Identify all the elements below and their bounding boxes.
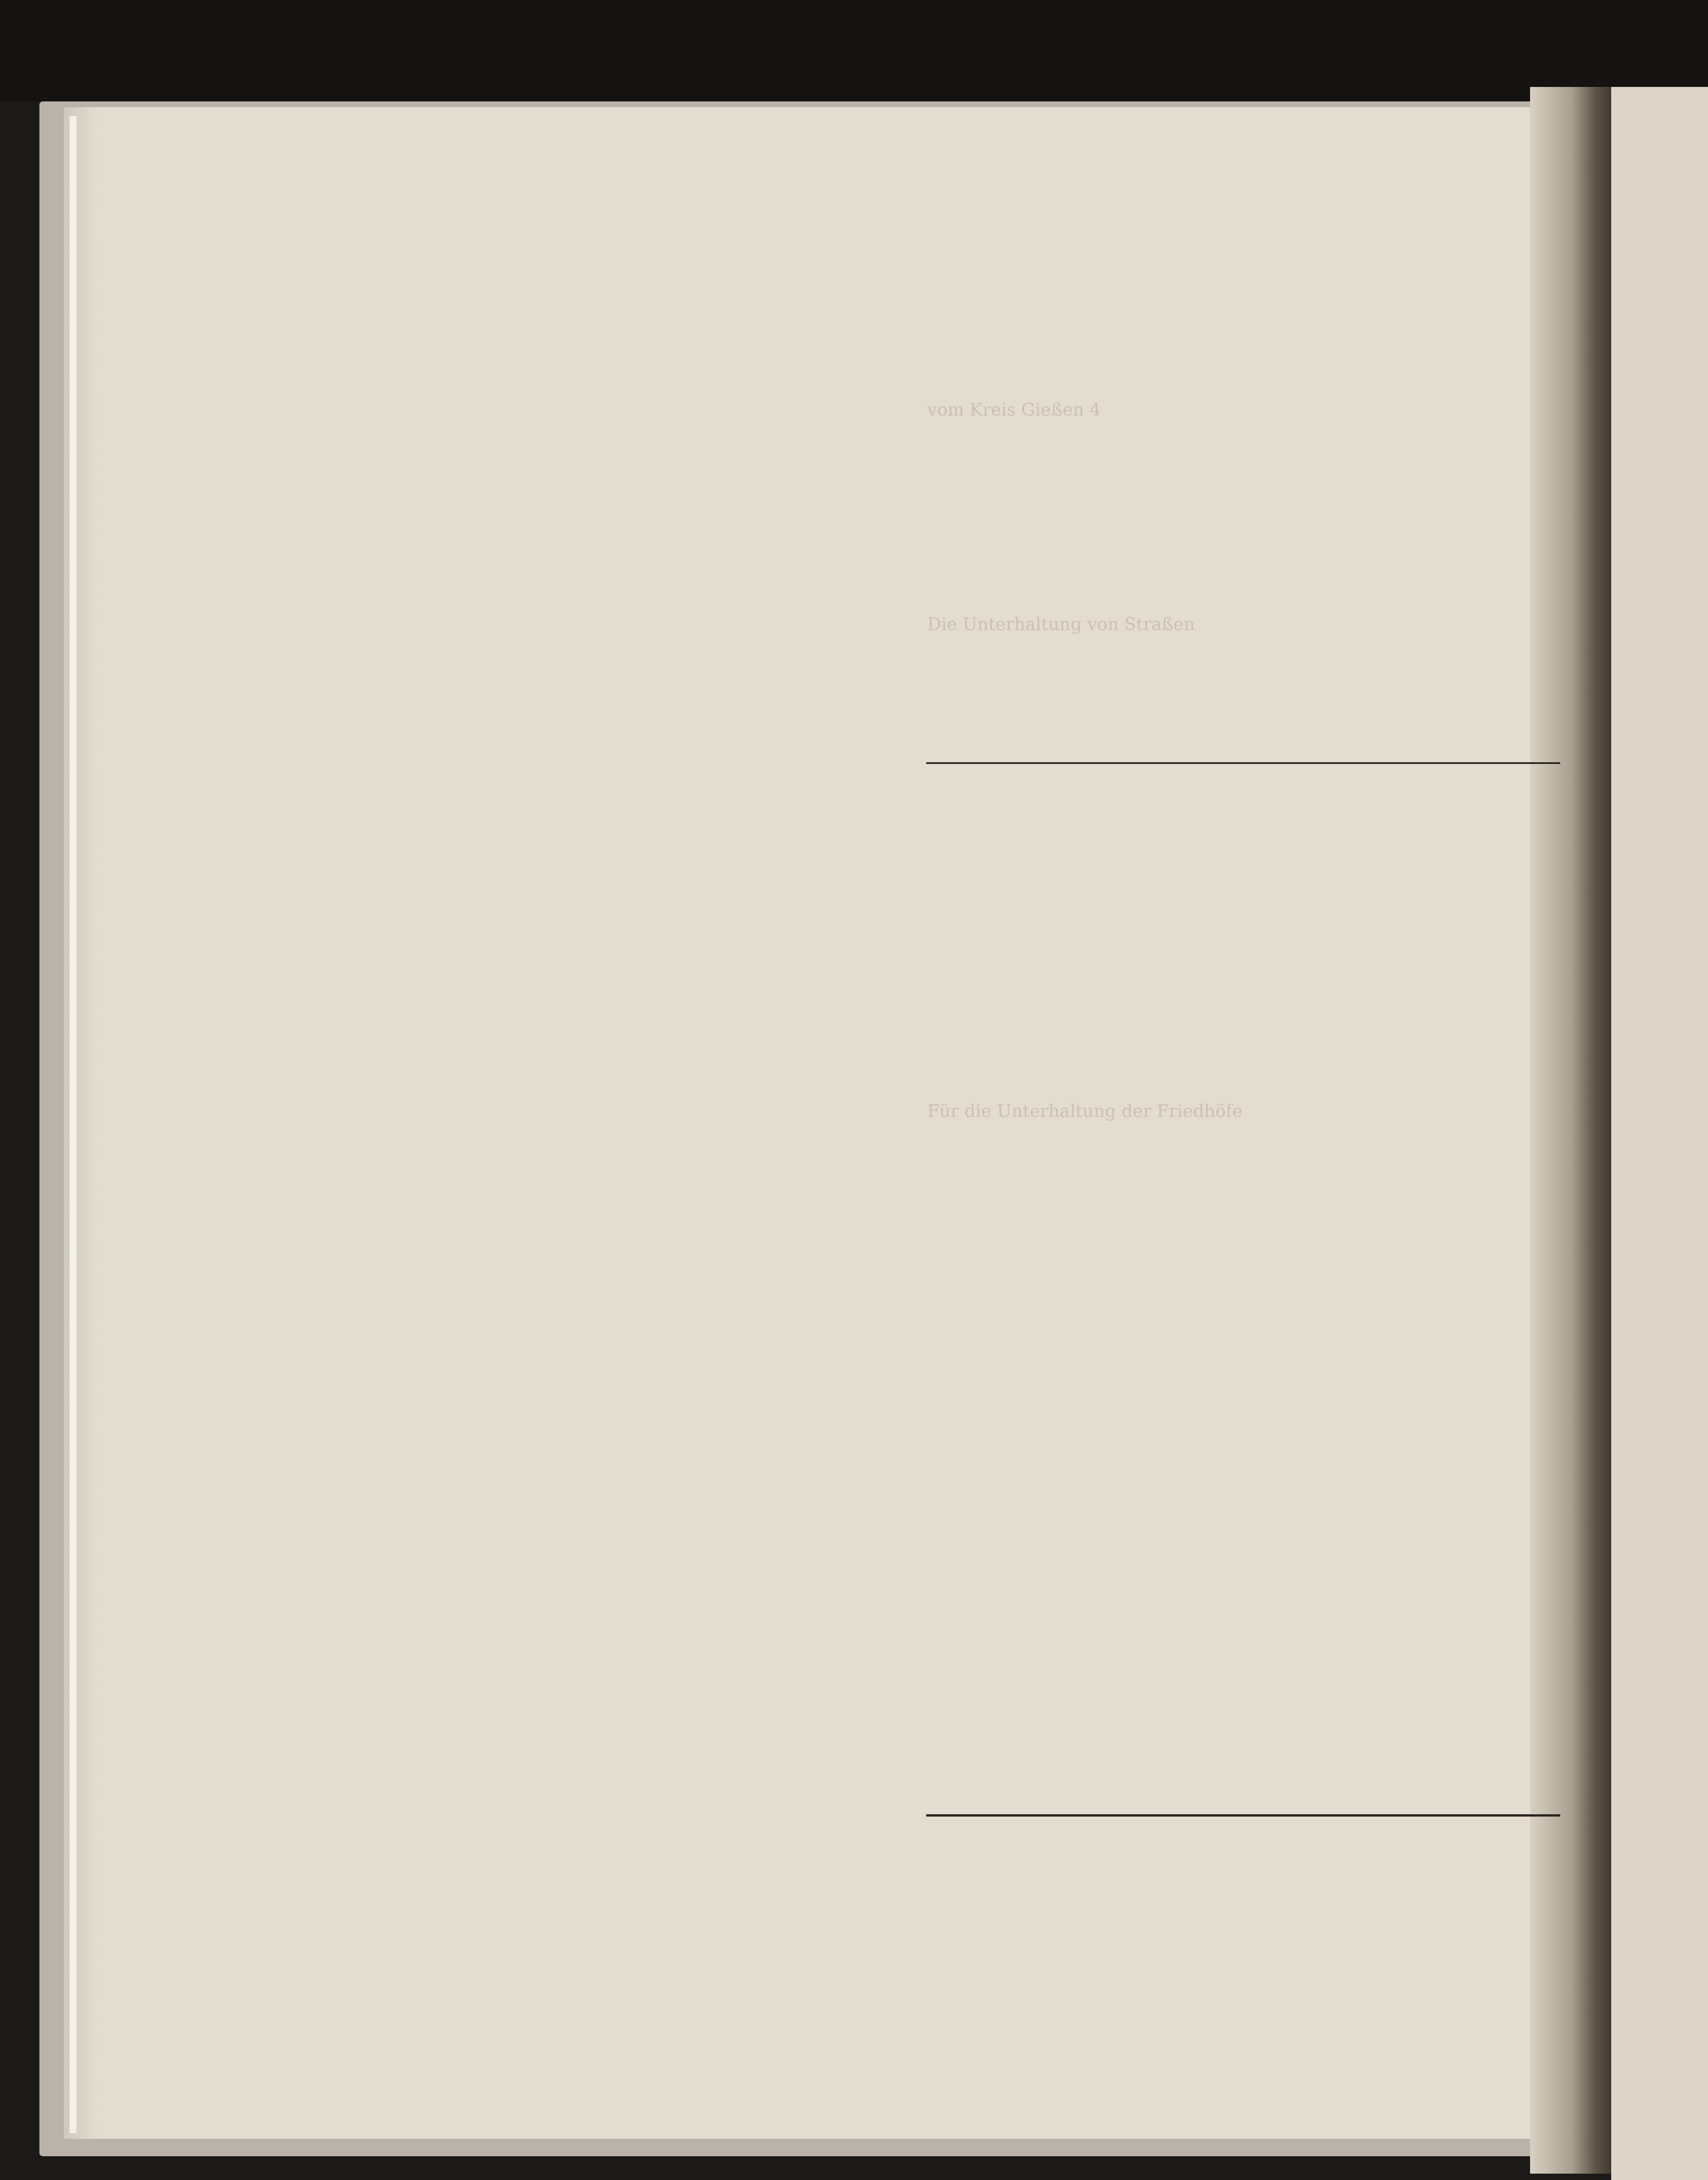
carry-rule: [926, 1814, 1560, 1817]
bleed-through: Für die Unterhaltung der Friedhöfe: [927, 1101, 1243, 1122]
summe-rule: [926, 762, 1560, 764]
next-page-fragment: [1611, 87, 1708, 2180]
page: [64, 107, 1594, 2139]
book-gutter: [1530, 87, 1623, 2174]
bleed-through: vom Kreis Gießen 4: [927, 400, 1101, 420]
page-shadow: [64, 107, 99, 2139]
paper-edge: [70, 116, 77, 2133]
bleed-through: Die Unterhaltung von Straßen: [927, 614, 1195, 635]
scan-background-top: [0, 0, 1708, 101]
